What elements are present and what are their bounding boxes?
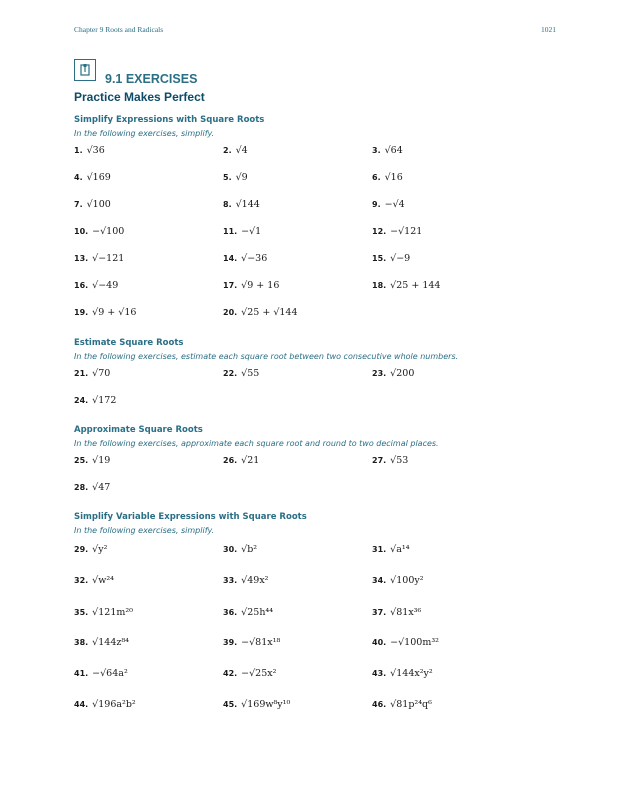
exercise-item xyxy=(74,668,128,679)
exercise-expression: √b² xyxy=(241,544,258,555)
exercise-number: 6. xyxy=(372,173,381,182)
exercise-number: 31. xyxy=(372,545,387,554)
exercise-number: 21. xyxy=(74,369,89,378)
exercise-number: 28. xyxy=(74,483,89,492)
exercise-item xyxy=(372,699,432,710)
exercise-number: 20. xyxy=(223,308,238,317)
exercise-expression: √200 xyxy=(390,368,415,379)
exercise-item xyxy=(372,575,424,586)
exercise-expression: −√100m³² xyxy=(390,637,439,648)
exercise-item xyxy=(74,395,116,406)
exercise-expression: √49x² xyxy=(241,575,269,586)
group-instruction: In the following exercises, simplify. xyxy=(74,129,215,138)
exercise-number: 8. xyxy=(223,200,232,209)
exercise-item xyxy=(372,637,439,648)
exercise-expression: √64 xyxy=(384,145,403,156)
exercise-number: 4. xyxy=(74,173,83,182)
exercise-number: 26. xyxy=(223,456,238,465)
exercise-number: 2. xyxy=(223,146,232,155)
exercise-number: 33. xyxy=(223,576,238,585)
exercise-item xyxy=(372,668,433,679)
exercise-expression: √169w⁸y¹⁰ xyxy=(241,699,291,710)
exercise-item xyxy=(223,544,257,555)
exercise-expression: √121m²⁰ xyxy=(92,607,133,618)
exercise-expression: √196a²b² xyxy=(92,699,136,710)
exercise-item xyxy=(223,699,290,710)
exercise-expression: −√25x² xyxy=(241,668,277,679)
exercise-item xyxy=(74,145,105,156)
exercise-number: 16. xyxy=(74,281,89,290)
exercise-item xyxy=(372,368,414,379)
exercise-item xyxy=(74,607,133,618)
exercise-expression: √−121 xyxy=(92,253,125,264)
group-instruction: In the following exercises, simplify. xyxy=(74,526,215,535)
exercise-expression: √36 xyxy=(86,145,105,156)
exercise-expression: √−36 xyxy=(241,253,268,264)
exercise-number: 23. xyxy=(372,369,387,378)
exercise-number: 45. xyxy=(223,700,238,709)
exercise-item xyxy=(372,455,408,466)
exercise-number: 30. xyxy=(223,545,238,554)
exercise-expression: √144 xyxy=(235,199,260,210)
exercise-expression: −√121 xyxy=(390,226,423,237)
exercise-expression: √−9 xyxy=(390,253,411,264)
exercise-item xyxy=(372,145,403,156)
exercise-number: 29. xyxy=(74,545,89,554)
exercise-item xyxy=(74,307,136,318)
exercise-expression: √25 + √144 xyxy=(241,307,298,318)
exercise-expression: −√1 xyxy=(241,226,262,237)
exercise-number: 42. xyxy=(223,669,238,678)
exercise-number: 17. xyxy=(223,281,238,290)
exercise-number: 19. xyxy=(74,308,89,317)
exercise-expression: √9 + √16 xyxy=(92,307,137,318)
exercise-item xyxy=(223,280,279,291)
exercise-item xyxy=(74,226,124,237)
exercise-expression: √y² xyxy=(92,544,108,555)
exercise-number: 41. xyxy=(74,669,89,678)
section-subtitle: Practice Makes Perfect xyxy=(74,90,205,104)
exercise-expression: √w²⁴ xyxy=(92,575,114,586)
exercise-number: 22. xyxy=(223,369,238,378)
exercise-number: 34. xyxy=(372,576,387,585)
exercise-number: 14. xyxy=(223,254,238,263)
exercise-number: 39. xyxy=(223,638,238,647)
group-instruction: In the following exercises, approximate each square root and round to two decimal places. xyxy=(74,439,439,448)
group-heading: Approximate Square Roots xyxy=(74,425,203,435)
exercise-item xyxy=(372,253,410,264)
exercise-number: 27. xyxy=(372,456,387,465)
exercise-number: 1. xyxy=(74,146,83,155)
exercise-expression: √47 xyxy=(92,482,111,493)
exercise-expression: √4 xyxy=(235,145,248,156)
exercise-expression: √25h⁴⁴ xyxy=(241,607,274,618)
exercise-expression: √21 xyxy=(241,455,260,466)
exercise-number: 24. xyxy=(74,396,89,405)
exercise-number: 7. xyxy=(74,200,83,209)
exercise-expression: −√100 xyxy=(92,226,125,237)
exercise-item xyxy=(74,575,114,586)
group-heading: Simplify Expressions with Square Roots xyxy=(74,115,265,125)
exercise-item xyxy=(74,253,124,264)
exercise-number: 38. xyxy=(74,638,89,647)
exercise-item xyxy=(74,368,110,379)
exercise-expression: √55 xyxy=(241,368,260,379)
exercise-expression: √9 + 16 xyxy=(241,280,280,291)
exercise-number: 3. xyxy=(372,146,381,155)
exercise-expression: √a¹⁴ xyxy=(390,544,410,555)
exercise-item xyxy=(74,637,129,648)
exercise-item xyxy=(372,280,440,291)
exercise-number: 10. xyxy=(74,227,89,236)
exercise-number: 44. xyxy=(74,700,89,709)
exercise-number: 15. xyxy=(372,254,387,263)
group-instruction: In the following exercises, estimate each square root between two consecutive whole numbers. xyxy=(74,352,459,361)
group-heading: Estimate Square Roots xyxy=(74,338,184,348)
exercise-item xyxy=(223,637,280,648)
exercise-expression: √81x³⁶ xyxy=(390,607,422,618)
exercise-expression: √19 xyxy=(92,455,111,466)
exercise-item xyxy=(372,199,405,210)
exercise-item xyxy=(223,607,273,618)
exercise-expression: √16 xyxy=(384,172,403,183)
exercise-number: 35. xyxy=(74,608,89,617)
exercise-item xyxy=(74,172,111,183)
exercise-number: 25. xyxy=(74,456,89,465)
exercise-item xyxy=(372,607,421,618)
exercise-expression: √144z⁸⁴ xyxy=(92,637,129,648)
exercise-expression: √144x²y² xyxy=(390,668,433,679)
section-title: 9.1 EXERCISES xyxy=(105,72,198,86)
exercise-expression: √81p²⁴q⁶ xyxy=(390,699,432,710)
exercise-item xyxy=(74,699,136,710)
exercise-item xyxy=(223,668,276,679)
exercise-number: 40. xyxy=(372,638,387,647)
exercise-item xyxy=(223,172,248,183)
exercise-expression: √169 xyxy=(86,172,111,183)
page-number: 1021 xyxy=(541,25,556,34)
exercise-expression: −√81x¹⁸ xyxy=(241,637,281,648)
exercise-icon xyxy=(74,59,96,81)
exercise-item xyxy=(223,455,259,466)
exercise-number: 13. xyxy=(74,254,89,263)
exercise-expression: −√4 xyxy=(384,199,405,210)
exercise-number: 46. xyxy=(372,700,387,709)
exercise-number: 12. xyxy=(372,227,387,236)
exercise-item xyxy=(223,226,261,237)
running-header-chapter: Chapter 9 Roots and Radicals xyxy=(74,25,164,34)
exercise-number: 37. xyxy=(372,608,387,617)
exercise-item xyxy=(223,199,260,210)
exercise-expression: √100y² xyxy=(390,575,424,586)
exercise-item xyxy=(74,482,110,493)
exercise-item xyxy=(223,575,268,586)
exercise-item xyxy=(223,145,248,156)
exercise-item xyxy=(74,455,110,466)
exercise-number: 32. xyxy=(74,576,89,585)
exercise-expression: √25 + 144 xyxy=(390,280,441,291)
exercise-item xyxy=(74,199,111,210)
exercise-item xyxy=(372,172,403,183)
exercise-expression: √−49 xyxy=(92,280,119,291)
exercise-item xyxy=(223,307,298,318)
exercise-expression: √172 xyxy=(92,395,117,406)
exercise-number: 43. xyxy=(372,669,387,678)
exercise-number: 5. xyxy=(223,173,232,182)
exercise-item xyxy=(223,253,267,264)
exercise-expression: √100 xyxy=(86,199,111,210)
exercise-expression: √53 xyxy=(390,455,409,466)
exercise-expression: √9 xyxy=(235,172,248,183)
exercise-item xyxy=(372,544,410,555)
exercise-item xyxy=(74,280,118,291)
exercise-number: 18. xyxy=(372,281,387,290)
exercise-number: 9. xyxy=(372,200,381,209)
exercise-item xyxy=(74,544,107,555)
exercise-number: 36. xyxy=(223,608,238,617)
group-heading: Simplify Variable Expressions with Square Roots xyxy=(74,512,307,522)
exercise-item xyxy=(372,226,422,237)
exercise-item xyxy=(223,368,259,379)
exercise-expression: −√64a² xyxy=(92,668,128,679)
exercise-number: 11. xyxy=(223,227,238,236)
exercise-expression: √70 xyxy=(92,368,111,379)
